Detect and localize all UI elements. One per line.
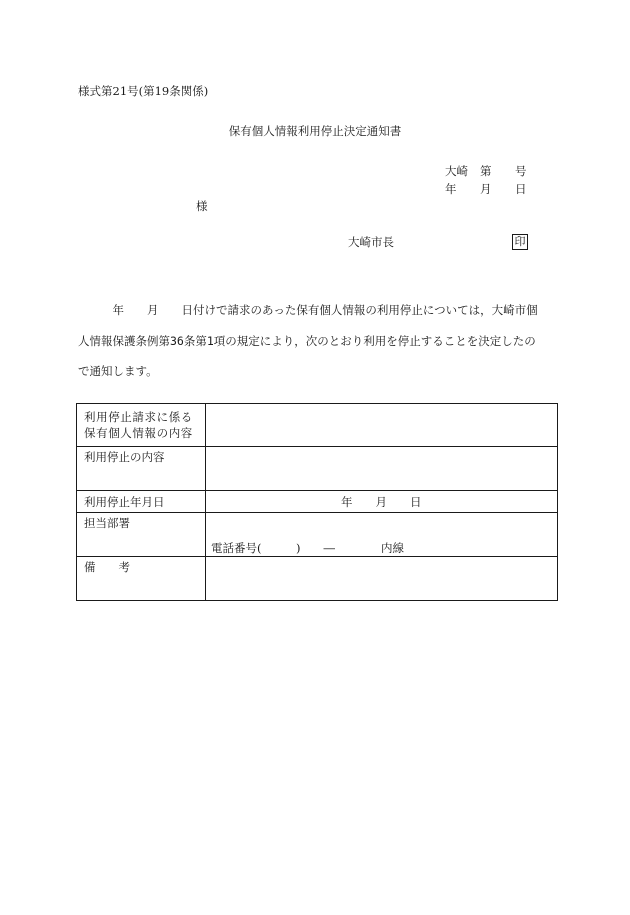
table-row xyxy=(77,557,557,600)
document-number-dai: 第 xyxy=(480,164,492,178)
table-label-remarks: 備 考 xyxy=(84,560,130,574)
table-value-phone-extension: 電話番号( ) ― 内線 xyxy=(211,541,404,555)
table-label-suspension-date: 利用停止年月日 xyxy=(84,495,165,509)
issuer-name: 大崎市長 xyxy=(348,235,394,249)
table-row xyxy=(77,404,557,447)
document-number-prefix: 大崎 xyxy=(445,164,468,178)
table-value-suspension-date: 年 月 日 xyxy=(341,495,422,509)
notice-body-text: 年 月 日付けで請求のあった保有個人情報の利用停止については，大崎市個 人情報保護条例第36条第1項の規定により，次のとおり利用を停止することを決定したの で通知します。 xyxy=(78,303,538,378)
document-title: 保有個人情報利用停止決定通知書 xyxy=(228,124,402,138)
table-label-suspension-content: 利用停止の内容 xyxy=(84,450,165,464)
document-date-year: 年 xyxy=(445,182,457,196)
document-date-day: 日 xyxy=(515,182,527,196)
seal-stamp: 印 xyxy=(512,234,528,250)
table-row xyxy=(77,447,557,491)
table-row xyxy=(77,491,557,513)
document-number-go: 号 xyxy=(515,164,527,178)
table-label-department: 担当部署 xyxy=(84,516,130,530)
table-label-request-content: 利用停止請求に係る 保有個人情報の内容 xyxy=(84,410,193,440)
table-row xyxy=(77,513,557,557)
info-table xyxy=(76,403,558,601)
document-date-month: 月 xyxy=(480,182,492,196)
table-column-divider xyxy=(205,404,206,600)
form-number: 様式第21号(第19条関係) xyxy=(78,84,209,98)
recipient-honorific: 様 xyxy=(196,199,208,213)
